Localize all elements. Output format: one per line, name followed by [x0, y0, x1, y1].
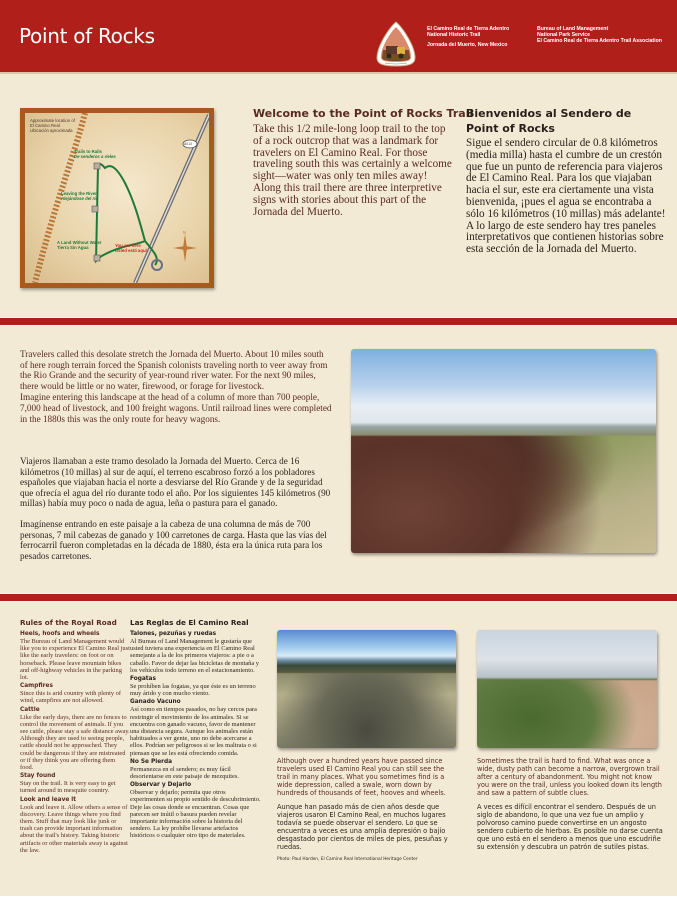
rule-heading: Cattle	[20, 706, 40, 713]
rule-text: Así como en tiempos pasados, no hay cercos para restringir el movimiento de los animales. Si se encuentra con ganado vacuno, favor de mantener una distancia segura. Aunque los animales están habituados a ver gente, uno no debe acercarse a ellos. Podrían ser peligrosos si se les maltrata o si piensan que se les está ofreciendo comida.	[130, 706, 257, 757]
trail-name-line1: El Camino Real de Tierra Adentro	[427, 26, 510, 32]
rule-heading: Observar y Dejarlo	[130, 782, 192, 789]
trail-swale-photo	[277, 630, 456, 748]
swale-caption-es: Aunque han pasado más de cien años desde que viajeros usaron El Camino Real, en muchos lugares todavía se puede observar el sendero. Lo que se encuentra a veces es una amplia depresión o bajío desgastado por cientos de miles de pies, pesuñas y ruedas.	[277, 803, 448, 851]
rule-text: Se prohíben las fogatas, ya que éste es un terreno muy árido y con mucho viento.	[130, 683, 256, 698]
rule-text: Stay on the trail. It is very easy to get turned around in mesquite country.	[20, 780, 116, 795]
jornada-es-paragraph: Imagínense entrando en este paisaje a la cabeza de una columna de más de 700 personas, 7 mil cabezas de ganado y 100 carretones de carga. Hasta que las vías del ferrocarril fueron completadas en la década de 1880, ésta era la única ruta para los pesados carretones.	[20, 518, 327, 561]
map-stop-leaving-river: Leaving the River Alejándose del río	[61, 191, 99, 201]
rule-heading: Heels, hoofs and wheels	[20, 631, 100, 637]
rules-section-es	[130, 618, 262, 840]
you-are-here-label: You are here Usted está aquí	[115, 243, 147, 253]
rule-text: Like the early days, there are no fences to control the movement of animals. If you see cattle, please stay a safe distance away. Although they are used to seeing people, cattle should not be approached. They could be dangerous if they are mistreated or if they think you are offering them food.	[20, 713, 130, 772]
swale-caption-en: Although over a hundred years have passed since travelers used El Camino Real you can still see the trail in many places. What you sometimes find is a wide depression, called a swale, worn down by hundreds of thousands of feet, hooves and wheels.	[277, 757, 446, 797]
rule-text: Since this is arid country with plenty of wind, campfires are not allowed.	[20, 690, 121, 705]
jornada-en-paragraph: Imagine entering this landscape at the head of a column of more than 700 people, 7,000 head of livestock, and 100 freight wagons. Until railroad lines were completed in the 1880s this was the only route for heavy wagons.	[20, 392, 332, 424]
section-divider	[0, 317, 677, 326]
rule-text: Look and leave it. Allow others a sense of discovery. Leave things where you find them. Stuff that may look like junk or trash can provide important information about the trail's history. Taking historic artifacts or other materials away is against the law.	[20, 803, 128, 854]
jornada-text-es	[20, 456, 332, 561]
rule-heading: Fogatas	[130, 676, 156, 683]
compass-north-label: N	[183, 230, 187, 235]
rule-text: Permanezca en el sendero; es muy fácil desorientarse en este paisaje de mezquites.	[130, 765, 239, 781]
rocky-outcrop-landscape-photo	[351, 349, 656, 553]
welcome-heading-en: Welcome to the Point of Rocks Trail	[253, 107, 474, 120]
road-marker-label: A013	[184, 142, 192, 146]
trail-designation	[427, 26, 509, 49]
rule-text: Observar y dejarlo; permita que otros experimenten su propio sentido de descubrimiento. Deje las cosas donde se encuentran. Cosas que parecen ser inútil o basura pueden revelar importante información sobre la historia del sendero. La ley prohíbe llevarse artefactos históricos o cualquier otro tipo de materiales.	[130, 789, 261, 840]
rules-title-en: Rules of the Royal Road	[20, 618, 117, 627]
welcome-body-en: Take this 1/2 mile-long loop trail to the top of a rock outcrop that was a landmark for travelers on El Camino Real. For those traveling south this was certainly a welcome sight—water was only ten miles away! Along this trail there are three interpretive signs with stories about this part of the Jornada del Muerto.	[253, 123, 452, 218]
page-bottom-edge	[0, 896, 677, 907]
overgrown-caption-en: Sometimes the trail is hard to find. What was once a wide, dusty path can become a narrow, overgrown trail after a century of abandonment. You might not know you were on the trail, unless you looked down its length and saw a pattern of subtle clues.	[477, 757, 662, 797]
agency-blm: Bureau of Land Management	[537, 26, 609, 32]
photo-credit: Photo: Paul Harden, El Camino Real International Heritage Center	[277, 857, 418, 862]
rule-heading: Talones, pezuñas y ruedas	[130, 631, 217, 637]
rules-title-es: Las Reglas de El Camino Real	[130, 618, 249, 627]
rules-section-en	[20, 618, 130, 854]
overgrown-trail-photo	[477, 630, 657, 748]
page-title: Point of Rocks	[19, 24, 155, 48]
agency-list	[537, 26, 662, 45]
rule-heading: No Se Pierda	[130, 758, 173, 765]
location-label: Jornada del Muerto, New Mexico	[427, 42, 508, 49]
jornada-text-en	[20, 349, 332, 424]
map-stop-trails-to-rails: Trails to Rails De senderos a rieles	[74, 149, 116, 159]
camino-location-label: Approximate location of El Camino Real Ubicación aproximada	[30, 118, 75, 133]
rule-heading: Ganado Vacuno	[130, 699, 181, 706]
welcome-heading-es: Bienvenidos al Sendero de Point of Rocks	[466, 107, 632, 135]
trail-name-line2: National Historic Trail	[427, 32, 481, 39]
jornada-en-paragraph: Travelers called this desolate stretch the Jornada del Muerto. About 10 miles south of here rough terrain forced the Spanish colonists traveling north to veer away from the Rio Grande and the security of year-round river water. For the next 90 miles, there would be little or no water, firewood, or forage for livestock.	[20, 349, 328, 391]
agency-trail-association: El Camino Real de Tierra Adentro Trail Association	[537, 38, 662, 45]
overgrown-caption-es: A veces es difícil encontrar el sendero. Después de un siglo de abandono, lo que una vez fue un amplio y polvoroso camino puede convertirse en un angosto sendero cubierto de hierbas. Es posible no darse cuenta que uno está en el sendero a menos que uno escudriñe su extensión y descubra un patrón de sutiles pistas.	[477, 803, 663, 851]
map-stop-land-without-water: A Land Without Water Tierra Sin Agua	[57, 240, 102, 250]
rule-heading: Stay found	[20, 773, 56, 780]
map-graphic	[25, 113, 209, 283]
rule-text: The Bureau of Land Management would like you to experience El Camino Real just like the early travelers: on foot or on horseback. Please leave mountain bikes and off-highway vehicles in the parking lot.	[20, 638, 130, 682]
section-divider	[0, 593, 677, 602]
rule-text: Al Bureau of Land Management le gustaría que usted tuviera una experiencia en El Camino Real semejante a la de los primeros viajeros: a pie o a caballo. Favor de dejar las bicicletas de montaña y los vehículos todo terreno en el estacionamiento.	[130, 638, 260, 674]
compass-rose	[173, 234, 197, 262]
trail-map	[20, 108, 214, 288]
jornada-es-paragraph: Viajeros llamaban a este tramo desolado la Jornada del Muerto. Cerca de 16 kilómetros (10 millas) al sur de aquí, el terreno escabroso forzó a los pobladores españoles que viajaban hacia el norte a desviarse del Río Grande y de la seguridad que ofrecía el agua del río durante todo el año. Por los siguientes 145 kilómetros (90 millas) había muy poco o nada de agua, leña o pastura para el ganado.	[20, 456, 331, 509]
rule-heading: Look and leave it	[20, 796, 77, 803]
rule-heading: Campfires	[20, 683, 53, 690]
header-banner	[0, 0, 677, 74]
trail-emblem-icon	[373, 20, 419, 68]
welcome-body-es: Sigue el sendero circular de 0.8 kilómetros (media milla) hasta el cumbre de un crestón que fue un punto de referencia para viajeros de El Camino Real. Para los que viajaban hacia el sur, este era ciertamente una vista bienvenida, ¡pues el agua se encontraba a sólo 16 kilómetros (10 millas) más adelante! A lo largo de este sendero hay tres paneles interpretativos que contienen historias sobre esta sección de la Jornada del Muerto.	[466, 137, 666, 256]
agency-nps: National Park Service	[537, 32, 591, 39]
